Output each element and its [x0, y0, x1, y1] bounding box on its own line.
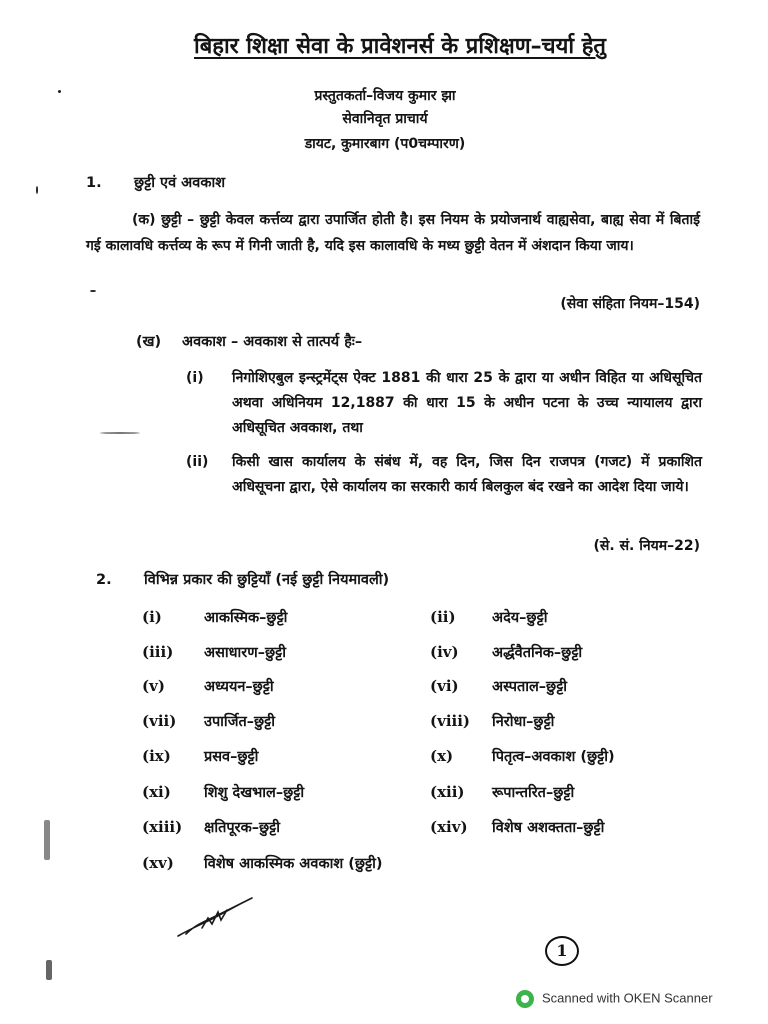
ka-label: (क) — [132, 212, 156, 228]
section-2-title: विभिन्न प्रकार की छुट्टियाँ (नई छुट्टी नियमावली) — [144, 572, 390, 588]
leave-item: (viii) निरोधा–छुट्टी — [430, 712, 555, 730]
kha-item-2 — [186, 450, 702, 500]
leave-item: (iii) असाधारण–छुट्टी — [142, 643, 286, 661]
scanner-watermark — [516, 990, 713, 1008]
scan-speck — [46, 960, 52, 980]
leave-item: (ii) अदेय–छुट्टी — [430, 608, 548, 626]
handwritten-signature — [172, 884, 262, 944]
section-1-heading — [86, 172, 225, 192]
leave-item: (i) आकस्मिक–छुट्टी — [142, 608, 288, 626]
author-institution: डायट, कुमारबाग (प0चम्पारण) — [304, 136, 466, 152]
kha-item-1 — [186, 366, 702, 441]
leave-item: (vi) अस्पताल–छुट्टी — [430, 677, 568, 695]
kha-label: (ख) — [136, 334, 162, 350]
ka-reference: (सेवा संहिता नियम–154) — [560, 296, 700, 312]
leave-item: (xii) रूपान्तरित–छुट्टी — [430, 783, 575, 801]
ka-term: छुट्टी – — [161, 212, 195, 228]
scan-speck — [44, 820, 50, 860]
document-title: बिहार शिक्षा सेवा के प्रावेशनर्स के प्रशिक्षण–चर्या हेतु — [194, 34, 606, 59]
section-1-title: छुट्टी एवं अवकाश — [134, 175, 226, 191]
ka-text: छुट्टी केवल कर्त्तव्य द्वारा उपार्जित होती है। इस नियम के प्रयोजनार्थ वाह्यसेवा, बाह्य सेवा में बिताई गई कालावधि कर्त्तव्य के रूप में गिनी जाती है, यदि इस कालावधि के मध्य छुट्टी वेतन में अंशदान किया जाय। — [86, 212, 700, 254]
section-1-number: 1. — [86, 175, 102, 191]
kha-item-2-text: किसी खास कार्यालय के संबंध में, वह दिन, जिस दिन राजपत्र (गजट) में प्रकाशित अधिसूचना द्वारा, ऐसे कार्यालय का सरकारी कार्य बिलकुल बंद रखने का आदेश दिया जाये। — [232, 454, 702, 495]
scan-speck — [100, 432, 140, 434]
kha-reference: (से. सं. नियम–22) — [593, 538, 700, 554]
scan-speck — [36, 186, 38, 194]
oken-scanner-logo-icon — [516, 990, 534, 1008]
leave-item: (v) अध्ययन–छुट्टी — [142, 677, 274, 695]
scan-speck — [90, 290, 96, 292]
leave-item: (vii) उपार्जित–छुट्टी — [142, 712, 275, 730]
kha-item-2-number: (ii) — [186, 454, 209, 470]
section-1-ka-paragraph — [86, 207, 700, 259]
leave-item: (xiii) क्षतिपूरक–छुट्टी — [142, 818, 280, 836]
section-2-number: 2. — [96, 572, 112, 588]
kha-item-1-text: निगोशिएबुल इन्स्ट्रमेंट्स ऐक्ट 1881 की धारा 25 के द्वारा या अधीन विहित या अधिसूचित अथवा अधिनियम 12,1887 की धारा 15 के अधीन पटना के उच्च न्यायालय द्वारा अधिसूचित अवकाश, तथा — [232, 370, 702, 436]
leave-item: (x) पितृत्व–अवकाश (छुट्टी) — [430, 747, 615, 765]
kha-title: अवकाश – अवकाश से तात्पर्य हैः– — [182, 334, 363, 350]
leave-item: (ix) प्रसव–छुट्टी — [142, 747, 259, 765]
leave-item: (xv) विशेष आकस्मिक अवकाश (छुट्टी) — [142, 854, 383, 872]
kha-item-1-number: (i) — [186, 370, 204, 386]
kha-heading — [136, 331, 362, 351]
author-designation: सेवानिवृत प्राचार्य — [342, 111, 428, 127]
leave-item: (xi) शिशु देखभाल–छुट्टी — [142, 783, 305, 801]
scanner-text: Scanned with OKEN Scanner — [542, 990, 713, 1006]
leave-item: (xiv) विशेष अशक्तता–छुट्टी — [430, 818, 605, 836]
author-name: प्रस्तुतकर्ता–विजय कुमार झा — [314, 88, 456, 104]
section-2-heading — [96, 569, 389, 589]
leave-item: (iv) अर्द्धवैतनिक–छुट्टी — [430, 643, 583, 661]
page-number: 1 — [545, 936, 579, 966]
scan-speck — [58, 90, 61, 93]
